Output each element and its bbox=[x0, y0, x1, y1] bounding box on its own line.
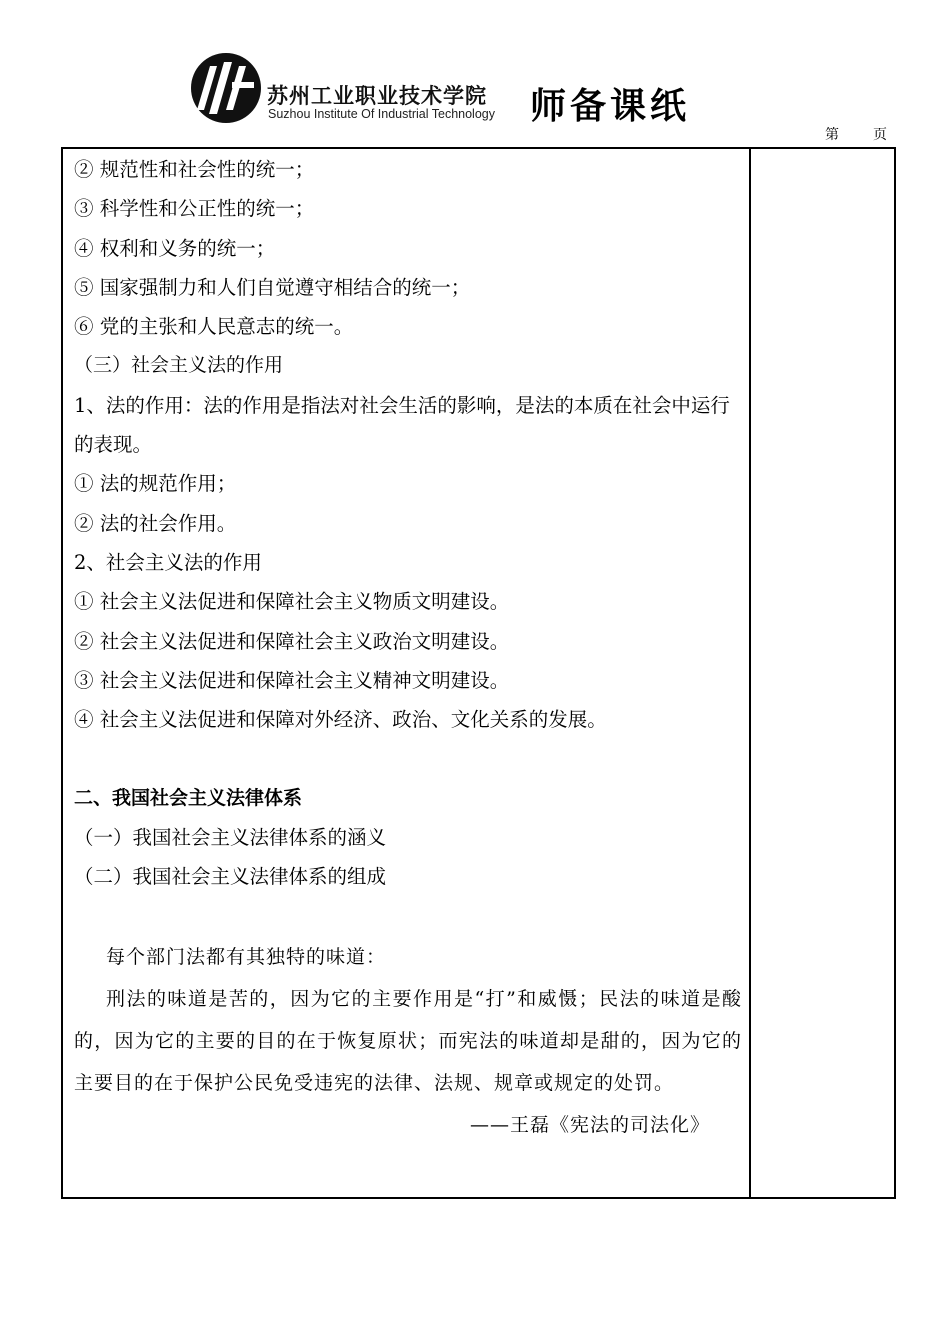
page-header bbox=[0, 0, 950, 150]
list-item: ③ 科学性和公正性的统一； bbox=[74, 197, 315, 221]
list-item: ② 法的社会作用。 bbox=[74, 511, 237, 535]
list-item: ① 社会主义法促进和保障社会主义物质文明建设。 bbox=[74, 590, 510, 614]
list-item: ② 社会主义法促进和保障社会主义政治文明建设。 bbox=[74, 629, 510, 653]
document-title: 师备课纸 bbox=[530, 86, 691, 127]
paragraph: 1、法的作用：法的作用是指法对社会生活的影响，是法的本质在社会中运行的表现。 bbox=[74, 393, 730, 457]
list-item: ④ 权利和义务的统一； bbox=[74, 236, 276, 260]
quote-body: 刑法的味道是苦的，因为它的主要作用是“打”和威慑；民法的味道是酸的，因为它的主要的目的在于恢复原状；而宪法的味道却是甜的，因为它的主要目的在于保护公民免受违宪的法律、法规、规章或规定的处罚。 bbox=[74, 987, 742, 1094]
quote-intro: 每个部门法都有其独特的味道： bbox=[106, 945, 387, 968]
list-item: ⑥ 党的主张和人民意志的统一。 bbox=[74, 315, 354, 339]
page-label-right: 页 bbox=[873, 127, 887, 143]
page-number-label bbox=[825, 124, 887, 144]
list-item: （一）我国社会主义法律体系的涵义 bbox=[74, 826, 387, 850]
school-name-cn: 苏州工业职业技术学院 bbox=[267, 84, 487, 108]
list-item: ④ 社会主义法促进和保障对外经济、政治、文化关系的发展。 bbox=[74, 708, 607, 732]
list-item: （二）我国社会主义法律体系的组成 bbox=[74, 865, 387, 889]
school-logo-icon bbox=[190, 52, 262, 124]
quote-block bbox=[74, 936, 742, 1146]
school-name-en: Suzhou Institute Of Industrial Technology bbox=[268, 107, 495, 121]
subsection-heading: 2、社会主义法的作用 bbox=[74, 550, 262, 574]
quote-source: ——王磊《宪法的司法化》 bbox=[469, 1113, 710, 1136]
list-item: ① 法的规范作用； bbox=[74, 472, 237, 496]
page-label-left: 第 bbox=[825, 127, 839, 143]
lesson-content bbox=[74, 150, 742, 1146]
part-heading: 二、我国社会主义法律体系 bbox=[74, 786, 303, 809]
list-item: ② 规范性和社会性的统一； bbox=[74, 158, 315, 181]
table-column-divider bbox=[749, 147, 751, 1199]
section-heading: （三）社会主义法的作用 bbox=[74, 354, 284, 377]
list-item: ③ 社会主义法促进和保障社会主义精神文明建设。 bbox=[74, 668, 510, 692]
list-item: ⑤ 国家强制力和人们自觉遵守相结合的统一； bbox=[74, 275, 471, 299]
